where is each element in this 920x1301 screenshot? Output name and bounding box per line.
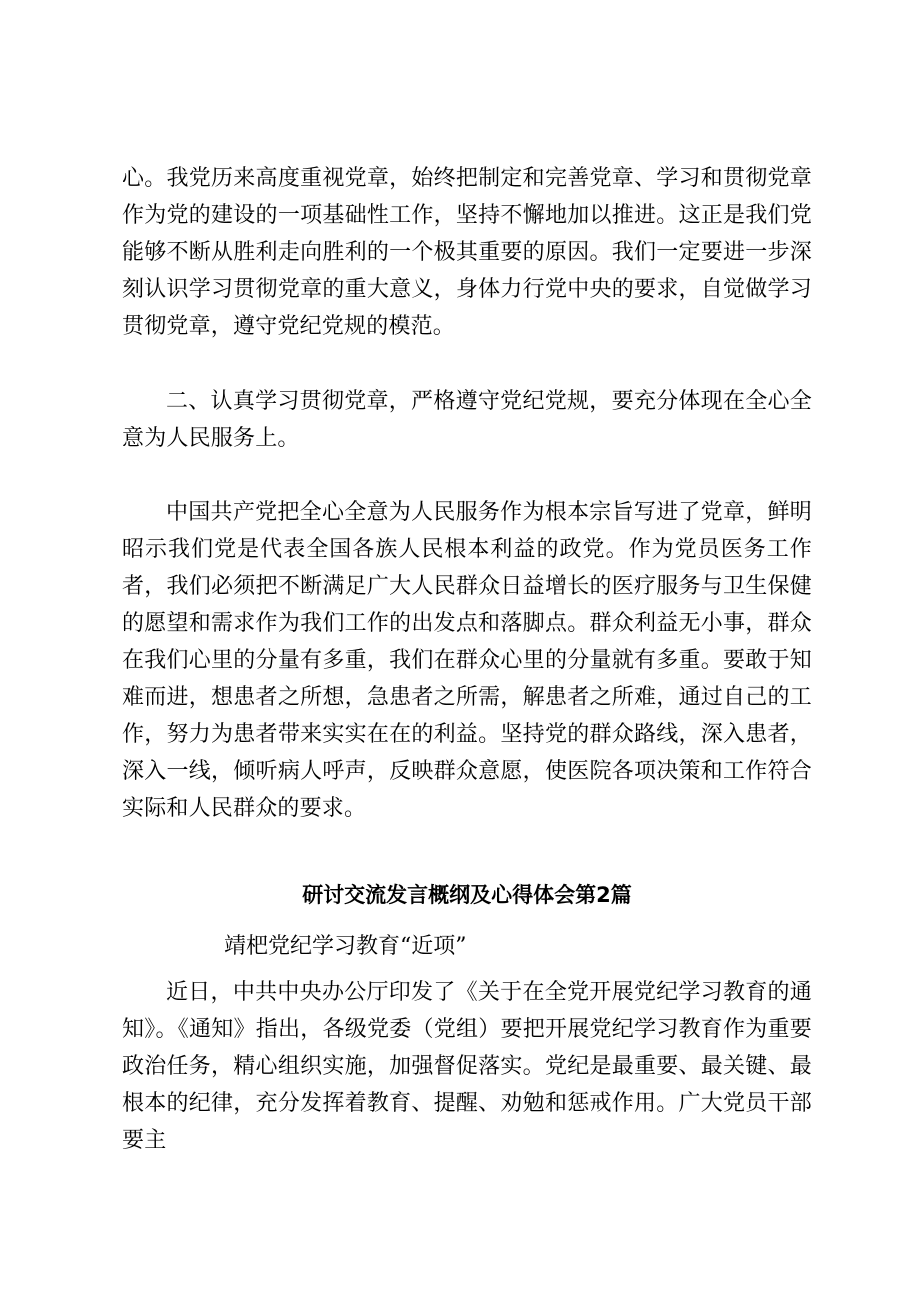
body-paragraph-service: 中国共产党把全心全意为人民服务作为根本宗旨写进了党章，鲜明昭示我们党是代表全国各族人民根本利益的政党。作为党员医务工作者，我们必须把不断满足广大人民群众日益增长的医疗服务与卫生保健的愿望和需求作为我们工作的出发点和落脚点。群众利益无小事，群众在我们心里的分量有多重，我们在群众心里的分量就有多重。要敢于知难而进，想患者之所想，急患者之所需，解患者之所难，通过自己的工作，努力为患者带来实实在在的利益。坚持党的群众路线，深入患者，深入一线，倾听病人呼声，反映群众意愿，使医院各项决策和工作符合实际和人民群众的要求。	[122, 500, 812, 821]
section-subtitle: 靖杷党纪学习教育“近项”	[224, 934, 467, 959]
body-paragraph-notice: 近日，中共中央办公厅印发了《关于在全党开展党纪学习教育的通知》。《通知》指出，各级党委（党组）要把开展党纪学习教育作为重要政治任务，精心组织实施，加强督促落实。党纪是最重要、最关键、最根本的纪律，充分发挥着教育、提醒、劝勉和惩戒作用。广大党员干部要主	[122, 980, 812, 1153]
body-paragraph-section-two-title: 二、认真学习贯彻党章，严格遵守党纪党规，要充分体现在全心全意为人民服务上。	[122, 389, 812, 451]
body-paragraph-continuation: 心。我党历来高度重视党章，始终把制定和完善党章、学习和贯彻党章作为党的建设的一项基础性工作，坚持不懈地加以推进。这正是我们党能够不断从胜利走向胜利的一个极其重要的原因。我们一定要进一步深刻认识学习贯彻党章的重大意义，身体力行党中央的要求，自觉做学习贯彻党章，遵守党纪党规的模范。	[122, 166, 812, 339]
section-heading: 研讨交流发言概纲及心得体会第2篇	[302, 883, 632, 907]
